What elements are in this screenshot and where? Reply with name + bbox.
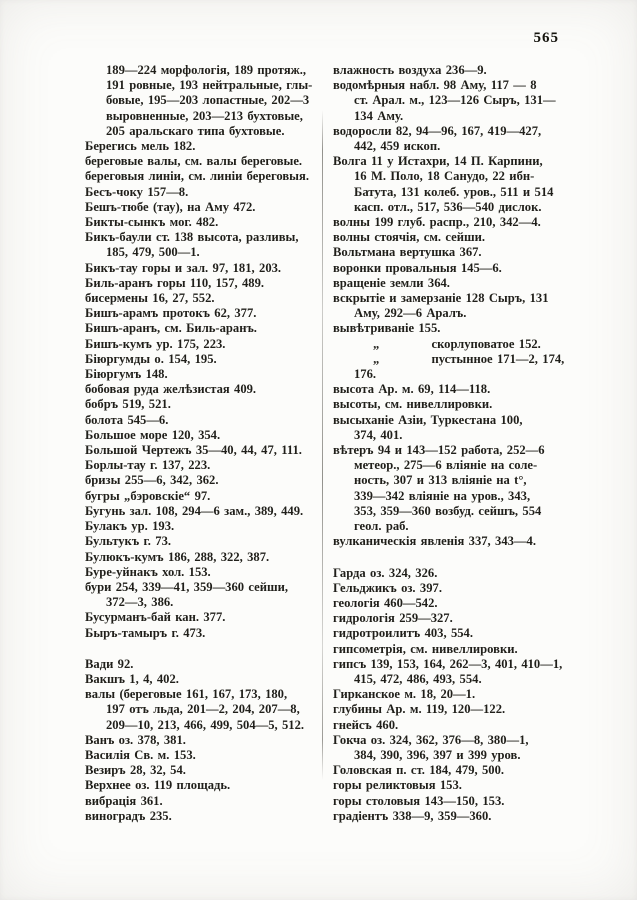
index-line: волны стоячія, см. сейши. xyxy=(333,230,486,245)
index-line: бризы 255—6, 342, 362. xyxy=(85,473,219,488)
index-line: бури 254, 339—41, 359—360 сейши, xyxy=(85,579,289,594)
index-line: 197 отъ льда, 201—2, 204, 207—8, xyxy=(106,702,300,717)
index-line: Гокча оз. 324, 362, 376—8, 380—1, xyxy=(333,732,529,747)
index-column-right xyxy=(333,63,587,824)
index-line: вывѣтриваніе 155. xyxy=(333,321,441,336)
index-line: бовые, 195—203 лопастные, 202—3 xyxy=(106,93,310,108)
index-line: горы реликтовыя 153. xyxy=(333,778,462,793)
index-line: Біюргумды о. 154, 195. xyxy=(85,351,217,366)
index-line: Большой Чертежъ 35—40, 44, 47, 111. xyxy=(85,443,302,458)
index-line: 185, 479, 500—1. xyxy=(106,245,200,260)
index-line: Бикъ-тау горы и зал. 97, 181, 203. xyxy=(85,260,282,275)
index-line: 16 М. Поло, 18 Санудо, 22 ибн- xyxy=(354,169,535,184)
column-divider-line xyxy=(322,110,323,780)
section-gap xyxy=(333,550,587,566)
index-line: Гарда оз. 324, 326. xyxy=(333,565,438,580)
index-line: 189—224 морфологія, 189 протяж., xyxy=(106,63,307,77)
index-line: Бишъ-кумъ ур. 175, 223. xyxy=(85,336,226,351)
index-line: Везиръ 28, 32, 54. xyxy=(85,763,186,778)
index-line: вскрытіе и замерзаніе 128 Сыръ, 131 xyxy=(333,291,549,306)
index-line: 134 Аму. xyxy=(354,108,404,123)
index-line: Быръ-тамыръ г. 473. xyxy=(85,625,206,640)
index-line: воронки провальныя 145—6. xyxy=(333,260,502,275)
index-line: касп. отл., 517, 536—540 дислок. xyxy=(354,199,542,214)
index-column-left xyxy=(85,63,325,824)
index-line: гнейсъ 460. xyxy=(333,717,399,732)
index-line: Буре-уйнакъ хол. 153. xyxy=(85,564,211,579)
index-line: Вакшъ 1, 4, 402. xyxy=(85,671,179,686)
index-line: бугры „бэровскіе“ 97. xyxy=(85,488,211,503)
index-line: градіентъ 338—9, 359—360. xyxy=(333,808,492,823)
index-line: „ пустынное 171—2, 174, xyxy=(373,351,565,366)
index-line: 353, 359—360 возбуд. сейшъ, 554 xyxy=(354,503,542,518)
index-line: Берегись мель 182. xyxy=(85,139,196,154)
index-line: Батута, 131 колеб. уров., 511 и 514 xyxy=(354,184,554,199)
section-gap xyxy=(85,641,325,657)
index-line: Бишъ-аранъ, см. Биль-аранъ. xyxy=(85,321,257,336)
index-line: 176. xyxy=(354,367,377,382)
index-line: 442, 459 ископ. xyxy=(354,139,441,154)
index-line: гидрологія 259—327. xyxy=(333,611,453,626)
index-line: Гельджикъ оз. 397. xyxy=(333,580,442,595)
index-line: высота Ар. м. 69, 114—118. xyxy=(333,382,491,397)
index-line: водомѣрныя набл. 98 Аму, 117 — 8 xyxy=(333,78,537,93)
index-line: Биль-аранъ горы 110, 157, 489. xyxy=(85,275,265,290)
index-line: геологія 460—542. xyxy=(333,595,438,610)
page-number: 565 xyxy=(533,30,559,46)
index-line: Булакъ ур. 193. xyxy=(85,519,175,534)
index-line: гипсъ 139, 153, 164, 262—3, 401, 410—1, xyxy=(333,656,563,671)
index-line: Борлы-тау г. 137, 223. xyxy=(85,458,211,473)
index-line: Большое море 120, 354. xyxy=(85,427,221,442)
index-line: 384, 390, 396, 397 и 399 уров. xyxy=(354,747,521,762)
index-line: Верхнее оз. 119 площадь. xyxy=(85,778,231,793)
index-line: Біюргумъ 148. xyxy=(85,367,168,382)
index-line: вулканическія явленія 337, 343—4. xyxy=(333,534,536,549)
index-line: Бешъ-тюбе (тау), на Аму 472. xyxy=(85,199,256,214)
index-line: бобръ 519, 521. xyxy=(85,397,171,412)
index-line: бисермены 16, 27, 552. xyxy=(85,291,215,306)
index-line: влажность воздуха 236—9. xyxy=(333,63,487,77)
index-line: 191 ровные, 193 нейтральные, глы- xyxy=(106,78,313,93)
index-line: глубины Ар. м. 119, 120—122. xyxy=(333,702,506,717)
index-line: 209—10, 213, 466, 499, 504—5, 512. xyxy=(106,717,305,732)
index-line: Волга 11 у Истахри, 14 П. Карпини, xyxy=(333,154,543,169)
index-line: Бикты-сынкъ мог. 482. xyxy=(85,215,219,230)
index-line: Бишъ-арамъ протокъ 62, 377. xyxy=(85,306,257,321)
index-line: горы столовыя 143—150, 153. xyxy=(333,793,505,808)
index-line: береговыя линіи, см. линіи береговыя. xyxy=(85,169,309,184)
index-line: геол. раб. xyxy=(354,519,409,534)
index-line: ность, 307 и 313 вліяніе на t°, xyxy=(354,473,527,488)
index-line: 415, 472, 486, 493, 554. xyxy=(354,671,482,686)
index-line: вращеніе земли 364. xyxy=(333,275,450,290)
index-line: Бусурманъ-бай кан. 377. xyxy=(85,610,226,625)
index-line: бобовая руда желѣзистая 409. xyxy=(85,382,257,397)
index-line: болота 545—6. xyxy=(85,412,169,427)
index-line: вибрація 361. xyxy=(85,793,163,808)
index-line: Головская п. ст. 184, 479, 500. xyxy=(333,763,505,778)
index-line: ст. Арал. м., 123—126 Сыръ, 131— xyxy=(354,93,556,108)
index-line: Аму, 292—6 Аралъ. xyxy=(354,306,467,321)
index-line: 374, 401. xyxy=(354,427,403,442)
index-line: Бесъ-чоку 157—8. xyxy=(85,184,189,199)
index-line: высыханіе Азіи, Туркестана 100, xyxy=(333,412,523,427)
index-line: Вади 92. xyxy=(85,656,134,671)
index-line: выровненные, 203—213 бухтовые, xyxy=(106,108,303,123)
index-line: Василія Св. м. 153. xyxy=(85,747,196,762)
index-line: водоросли 82, 94—96, 167, 419—427, xyxy=(333,123,542,138)
index-line: 205 аральскаго типа бухтовые. xyxy=(106,123,285,138)
index-line: высоты, см. нивеллировки. xyxy=(333,397,493,412)
index-line: Бугунь зал. 108, 294—6 зам., 389, 449. xyxy=(85,503,304,518)
index-line: гипсометрія, см. нивеллировки. xyxy=(333,641,518,656)
index-line: гидротроилитъ 403, 554. xyxy=(333,626,474,641)
index-line: 339—342 вліяніе на уров., 343, xyxy=(354,488,531,503)
index-line: метеор., 275—6 вліяніе на соле- xyxy=(354,458,538,473)
index-line: Гирканское м. 18, 20—1. xyxy=(333,687,476,702)
index-line: Булюкъ-кумъ 186, 288, 322, 387. xyxy=(85,549,270,564)
index-line: „ скорлуповатое 152. xyxy=(373,336,541,351)
index-line: береговые валы, см. валы береговые. xyxy=(85,154,303,169)
index-line: Вольтмана вертушка 367. xyxy=(333,245,482,260)
index-line: вѣтеръ 94 и 143—152 работа, 252—6 xyxy=(333,443,545,458)
index-line: валы (береговые 161, 167, 173, 180, xyxy=(85,687,288,702)
index-line: 372—3, 386. xyxy=(106,595,174,610)
index-line: Бикъ-баули ст. 138 высота, разливы, xyxy=(85,230,299,245)
index-line: Бультукъ г. 73. xyxy=(85,534,172,549)
index-line: виноградъ 235. xyxy=(85,808,172,823)
index-line: Ванъ оз. 378, 381. xyxy=(85,732,186,747)
index-line: волны 199 глуб. распр., 210, 342—4. xyxy=(333,215,541,230)
